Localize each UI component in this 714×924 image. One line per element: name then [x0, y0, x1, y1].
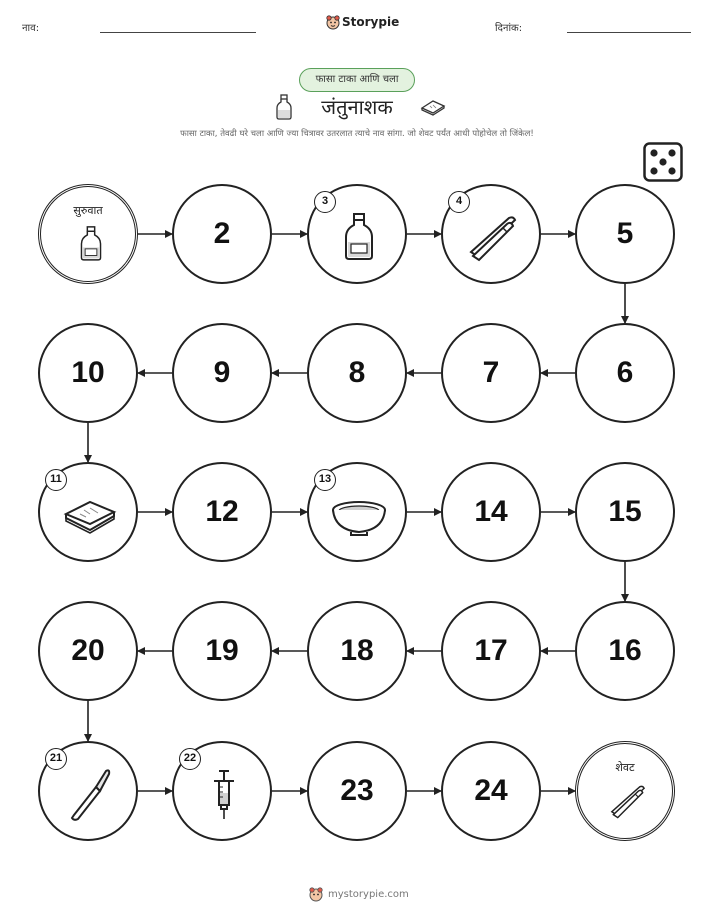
- board-square-7: [441, 323, 541, 423]
- square-number: 15: [608, 495, 642, 528]
- board-square-15: [575, 462, 675, 562]
- board-square-17: [441, 601, 541, 701]
- game-badge: फासा टाका आणि चला: [299, 68, 415, 92]
- tweezers-icon: [606, 778, 650, 822]
- gauze-pad-icon: [60, 484, 120, 544]
- square-number: 16: [608, 634, 642, 667]
- board-square-23: [307, 741, 407, 841]
- board-square-9: [172, 323, 272, 423]
- bottle-icon: [69, 221, 113, 265]
- square-number: 6: [616, 356, 634, 389]
- square-number: 7: [482, 356, 500, 389]
- square-number: 24: [474, 774, 508, 807]
- square-number: 8: [348, 356, 366, 389]
- page-title: जंतुनाशक: [321, 95, 393, 119]
- square-number: 2: [213, 217, 231, 250]
- board-square-24: [441, 741, 541, 841]
- square-number-badge: 21: [45, 748, 67, 770]
- square-number-badge: 13: [314, 469, 336, 491]
- square-number: 18: [340, 634, 374, 667]
- syringe-icon: [194, 763, 254, 823]
- square-number: 17: [474, 634, 508, 667]
- board-square-6: [575, 323, 675, 423]
- mascot-icon: [308, 886, 324, 902]
- board-square-3: [307, 184, 407, 284]
- date-label: दिनांक:: [495, 23, 523, 34]
- square-number: 9: [213, 356, 231, 389]
- board-square-2: [172, 184, 272, 284]
- board-square-8: [307, 323, 407, 423]
- board-square-18: [307, 601, 407, 701]
- board-square-10: [38, 323, 138, 423]
- board-square-14: [441, 462, 541, 562]
- square-number-badge: 3: [314, 191, 336, 213]
- board-square-20: [38, 601, 138, 701]
- square-number: 19: [205, 634, 239, 667]
- start-square: [38, 184, 138, 284]
- square-number: 5: [616, 217, 634, 250]
- board-square-4: [441, 184, 541, 284]
- square-number: 20: [71, 634, 105, 667]
- brand-name: Storypie: [342, 15, 400, 29]
- bottle-icon: [329, 206, 389, 266]
- square-number: 23: [340, 774, 374, 807]
- bowl-icon: [329, 484, 389, 544]
- board-square-21: [38, 741, 138, 841]
- footer: [308, 886, 418, 904]
- board-square-5: [575, 184, 675, 284]
- board-square-12: [172, 462, 272, 562]
- board-square-11: [38, 462, 138, 562]
- footer-site[interactable]: mystorypie.com: [328, 889, 409, 900]
- square-number: 14: [474, 495, 508, 528]
- square-number-badge: 22: [179, 748, 201, 770]
- square-number-badge: 11: [45, 469, 67, 491]
- board-square-16: [575, 601, 675, 701]
- square-number: 12: [205, 495, 239, 528]
- square-number: 10: [71, 356, 105, 389]
- finish-label: शेवट: [615, 761, 635, 774]
- name-label: नाव:: [22, 23, 40, 34]
- tweezers-icon: [463, 206, 523, 266]
- board-square-19: [172, 601, 272, 701]
- square-number-badge: 4: [448, 191, 470, 213]
- instructions: फासा टाका, तेवढी घरे चला आणि ज्या चित्रावर उतरलात त्याचे नाव सांगा. जो शेवट पर्यंत आधी पोहोचेल तो जिंकेल!: [180, 129, 534, 139]
- scalpel-icon: [60, 763, 120, 823]
- start-label: सुरुवात: [73, 204, 103, 217]
- finish-square: [575, 741, 675, 841]
- board-square-13: [307, 462, 407, 562]
- board-square-22: [172, 741, 272, 841]
